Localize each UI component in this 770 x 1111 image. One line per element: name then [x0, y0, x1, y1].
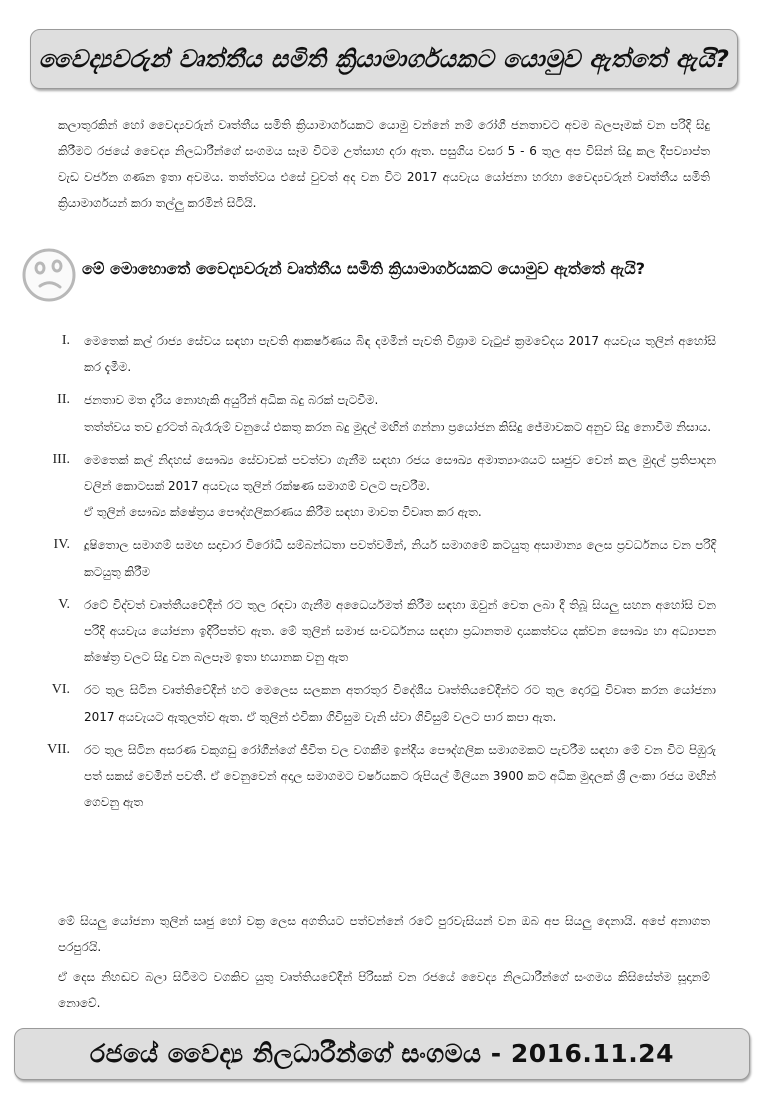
list-item: [40, 387, 716, 439]
list-item-body: [84, 677, 716, 729]
list-item-text: රටේ විද්වත් වෘත්තීයවේදීන් රට තුල රඳවා ගැනීම අධෛර්යමත් කිරීම සඳහා ඔවුන් වෙත ලබා දී තිබූ සියලු සහන අහෝසි වන පරිදි අයවැය යෝජනා ඉදිරිපත්ව ඇත. මේ තුලින් සමාජ සංවර්ධනය සඳහා ප්‍රධානතම දායකත්වය දක්වන සෞඛ්‍ය හා අධ්‍යාපන ක්ෂේත්‍ර වලට සිදු වන බලපෑම ඉතා භයානක වනු ඇත: [84, 597, 716, 665]
list-item-number: I.: [61, 333, 70, 348]
list-item-text: මෙතෙක් කල් නිදහස් සෞඛ්‍ය සේවාවක් පවත්වා ගැනීම සඳහා රජය සෞඛ්‍ය අමාත්‍යාංශයට සෘජුව වෙන් කල මුදල් ප්‍රතිපාදන වලින් කොටසක් 2017 අයවැය තුලින් රක්ෂණ සමාගම් වලට පැවරීම.: [84, 452, 716, 494]
list-item-body: [84, 532, 716, 584]
list-item: [40, 328, 716, 380]
list-item: [40, 447, 716, 526]
list-item-number: V.: [58, 596, 70, 612]
list-item-number: VI.: [51, 682, 70, 698]
closing-paragraph-1: මේ සියලු යෝජනා තුලින් සෘජු හෝ වක්‍ර ලෙස අගතියට පත්වන්නේ රටේ පුරවැසියන් වන ඔබ අප සියලු දෙනායි. අපේ අනාගත පරපුරයි.: [58, 914, 710, 954]
list-item-text: රට තුල සිටින අසරණ වකුගඩු රෝගීන්ගේ ජීවිත වල වගකීම ඉන්දීය පෞද්ගලික සමාගමකට පැවරීම සඳහා මේ වන විට පිඹුරු පත් සකස් වෙමින් පවතී. ඒ වෙනුවෙන් අදාල සමාගමට වර්ෂයකට රුපියල් මිලියන 3900 කට අධික මුදලක් ශ්‍රී ලංකා රජය මඟින් ගෙවනු ඇත: [84, 742, 716, 810]
question-block: [20, 246, 720, 310]
list-item-number: VII.: [47, 741, 70, 757]
list-item-body: [84, 447, 716, 526]
list-item: [40, 592, 716, 671]
list-item-number: IV.: [53, 537, 70, 553]
question-heading: මේ මොහොතේ වෛද්‍යවරුන් වෘත්තීය සමිති ක්‍රියාමාර්ගයකට යොමුව ඇත්තේ ඇයි?: [82, 259, 646, 278]
list-item-text: රට තුල සිටින වෘත්තිවේදීන් හට මෙලෙස සලකන අතරතුර විදේශීය වෘත්තියවේදීන්ට රට තුල දොරටු විවෘත කරන යෝජනා 2017 අයවැයට ඇතුලත්ව ඇත. ඒ තුලින් එවිකා ගිවිසුම වැනි ස්වා ගිවිසුම් වලට පාර කපා ඇත.: [84, 683, 716, 724]
list-item-body: [84, 737, 716, 816]
list-item-text: දූෂිතොල සමාගම් සමඟ සදාචාර විරෝධී සම්බන්ධතා පවත්වමින්, නියර් සමාගමේ කටයුතු අසාමාන්‍ය ලෙස ප්‍රවර්ධනය වන පරිදි කටයුතු කිරීම: [84, 538, 716, 579]
list-item-number: III.: [52, 451, 70, 467]
list-item-text: තත්ත්වය තව දුරටත් බැරෑරුම් වනුයේ එකතු කරන බදු මුදල් මඟින් ගන්නා ප්‍රයෝජන කිසිදු ජේමාවකට අනුව සිදු නොවීම නිසාය.: [84, 419, 712, 434]
confused-face-icon: [20, 246, 78, 304]
list-item: [40, 677, 716, 729]
footer-banner: [14, 1028, 750, 1080]
list-item-body: [84, 387, 716, 439]
list-item-number: II.: [57, 392, 70, 408]
list-item-body: [84, 328, 716, 380]
list-item-body: [84, 592, 716, 671]
list-item: [40, 737, 716, 816]
list-item-text: ඒ තුලින් සෞඛ්‍ය ක්ෂේත්‍රය පෞද්ගලිකරණය කිරීම සඳහා මාවත විවෘත කර ඇත.: [84, 505, 482, 520]
list-item-text: මෙතෙක් කල් රාජ්‍ය සේවය සඳහා පැවති ආකර්ෂණය බිඳ දමමින් පැවති විශ්‍රාම වැටුප් ක්‍රමවේදය 2017 අයවැය තුලින් අහෝසි කර දැමීම.: [84, 334, 716, 375]
closing-paragraph-2: ඒ දෙස නිහඬව බලා සිටීමට වගකිව යුතු වෘත්තියවේදීන් පිරිසක් වන රජයේ වෛද්‍ය නිලධාරීන්ගේ සංගමය කිසිසේත්ම සූදානම් නොවේ.: [58, 970, 710, 1010]
reasons-list: [40, 328, 716, 822]
page-title: වෛද්‍යවරුන් වෘත්තීය සමිති ක්‍රියාමාර්ගයකට යොමුව ඇත්තේ ඇයි?: [38, 45, 730, 73]
header-banner: [30, 29, 738, 89]
intro-paragraph: කලාතුරකින් හෝ වෛද්‍යවරුන් වෘත්තීය සමිති ක්‍රියාමාර්ගයකට යොමු වන්නේ නම් රෝගී ජනතාවට අවම බලපෑමක් වන පරිදි සිදු කිරීමට රජයේ වෛද්‍ය නිලධාරීන්ගේ සංගමය සෑම විටම උත්සාහ දරා ඇත. පසුගිය වසර 5 - 6 තුල අප විසින් සිදු කල දීපව්‍යාප්ත වැඩ වර්ජන ගණන ඉතා අවමය. තත්ත්වය එසේ වුවත් අද වන විට 2017 අයවැය යෝජනා හරහා වෛද්‍යවරුන් වෘත්තීය සමිති ක්‍රියාමාර්ගයන් කරා තල්ලු කරමින් සිටියි.: [58, 118, 710, 210]
list-item: [40, 532, 716, 584]
list-item-text: ජනතාව මත දැරිය නොහැකි අයුරින් අධික බදු බරක් පැටවීම.: [84, 393, 379, 408]
footer-title: රජයේ වෛද්‍ය නිලධාරීන්ගේ සංගමය - 2016.11.24: [90, 1039, 674, 1068]
